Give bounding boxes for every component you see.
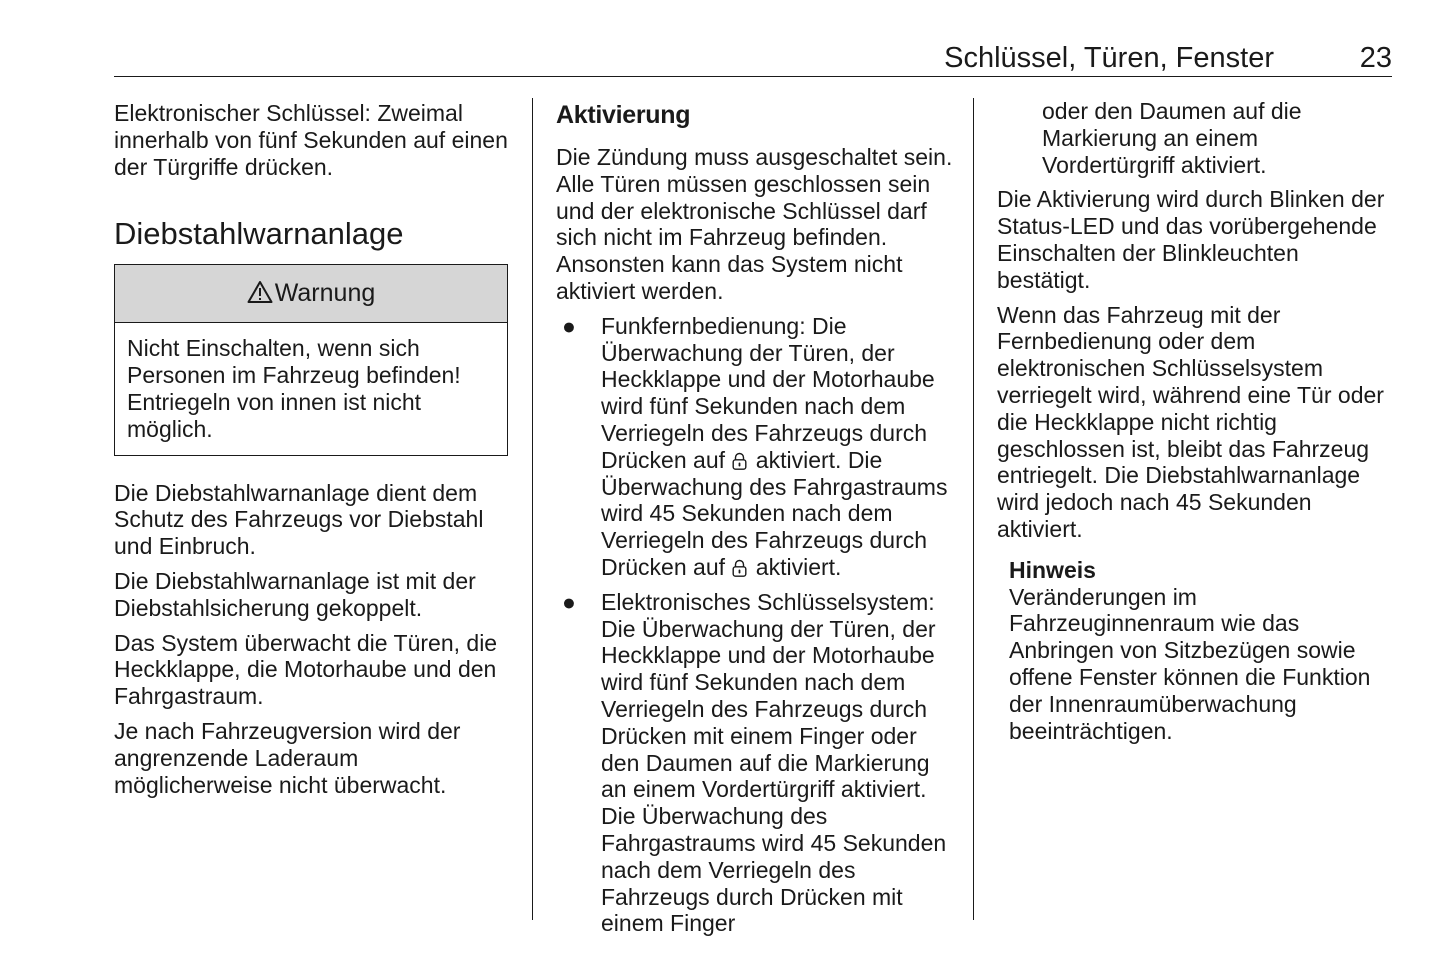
column-left [114, 100, 514, 806]
column-middle [556, 100, 956, 945]
paragraph: Wenn das Fahrzeug mit der Fernbedienung oder dem elektronischen Schlüsselsystem verriegelt wird, während eine Tür oder die Heckklappe nicht richtig geschlossen ist, bleibt das Fahrzeug entriegelt. Die Diebstahlwarnanlage wird jedoch nach 45 Sekunden aktiviert. [997, 301, 1384, 542]
list-item-text: Elektronisches Schlüsselsystem: Die Überwachung der Türen, der Heckklappe und der Motorhaube wird fünf Sekunden nach dem Verriegeln des Fahrzeugs durch Drücken mit einem Finger oder den Daumen auf die Markierung an einem Vordertürgriff aktiviert. Die Überwachung des Fahrgastraums wird 45 Sekunden nach dem Verriegeln des Fahrzeugs durch Drücken mit einem Finger [601, 588, 947, 937]
note-text: Veränderungen im Fahrzeuginnenraum wie das Anbringen von Sitzbezügen sowie offene Fenster können die Funktion der Innenraumüberwachung beeinträchtigen. [1009, 583, 1371, 744]
intro-paragraph: Die Zündung muss ausgeschaltet sein. Alle Türen müssen geschlossen sein und der elektronische Schlüssel darf sich nicht im Fahrzeug befinden. Ansonsten kann das System nicht aktiviert werden. [556, 144, 953, 304]
bullet-list [556, 313, 956, 937]
warning-text: Nicht Einschalten, wenn sich Personen im Fahrzeug befinden! Entriegeln von innen ist nicht möglich. [127, 335, 461, 442]
list-item-text: Funkfernbedienung: Die Überwachung der Türen, der Heckklappe und der Motorhaube wird fünf Sekunden nach dem Verriegeln des Fahrzeugs durch Drücken auf [601, 312, 935, 473]
paragraph: Je nach Fahrzeugversion wird der angrenzende Laderaum möglicherweise nicht überwacht. [114, 717, 461, 798]
bullet-icon: ● [562, 312, 576, 339]
column-right [997, 100, 1395, 744]
warning-header [115, 265, 507, 323]
lock-icon [732, 559, 747, 577]
paragraph: Die Aktivierung wird durch Blinken der Status-LED und das vorübergehende Einschalten der Blinkleuchten bestätigt. [997, 186, 1385, 293]
page-header [114, 40, 1392, 77]
section-heading: Diebstahlwarnanlage [114, 216, 404, 252]
list-item-text: aktiviert. Die Überwachung des Fahrgastraums wird 45 Sekunden nach dem Verriegeln des Fahrzeugs durch Drücken auf [601, 446, 948, 580]
list-item [556, 589, 956, 937]
lock-icon [732, 452, 747, 470]
list-item-text: aktiviert. [755, 553, 842, 580]
list-item [556, 313, 956, 581]
note-box [997, 557, 1395, 745]
note-title: Hinweis [1009, 556, 1096, 583]
page-number: 23 [1359, 42, 1392, 74]
paragraph: Die Diebstahlwarnanlage dient dem Schutz des Fahrzeugs vor Diebstahl und Einbruch. [114, 479, 484, 560]
warning-triangle-icon [247, 280, 273, 304]
subsection-heading: Aktivierung [556, 101, 691, 129]
list-continuation: oder den Daumen auf die Markierung an einem Vordertürgriff aktiviert. [1042, 98, 1302, 178]
warning-label: Warnung [274, 279, 376, 308]
column-divider [532, 98, 533, 920]
column-divider [973, 98, 974, 920]
intro-paragraph: Elektronischer Schlüssel: Zweimal innerhalb von fünf Sekunden auf einen der Türgriffe drücken. [114, 100, 508, 180]
paragraph: Das System überwacht die Türen, die Heckklappe, die Motorhaube und den Fahrgastraum. [114, 629, 498, 710]
paragraph: Die Diebstahlwarnanlage ist mit der Diebstahlsicherung gekoppelt. [114, 567, 476, 621]
warning-box [114, 264, 508, 455]
header-title: Schlüssel, Türen, Fenster [944, 42, 1274, 74]
bullet-icon: ● [562, 588, 576, 615]
